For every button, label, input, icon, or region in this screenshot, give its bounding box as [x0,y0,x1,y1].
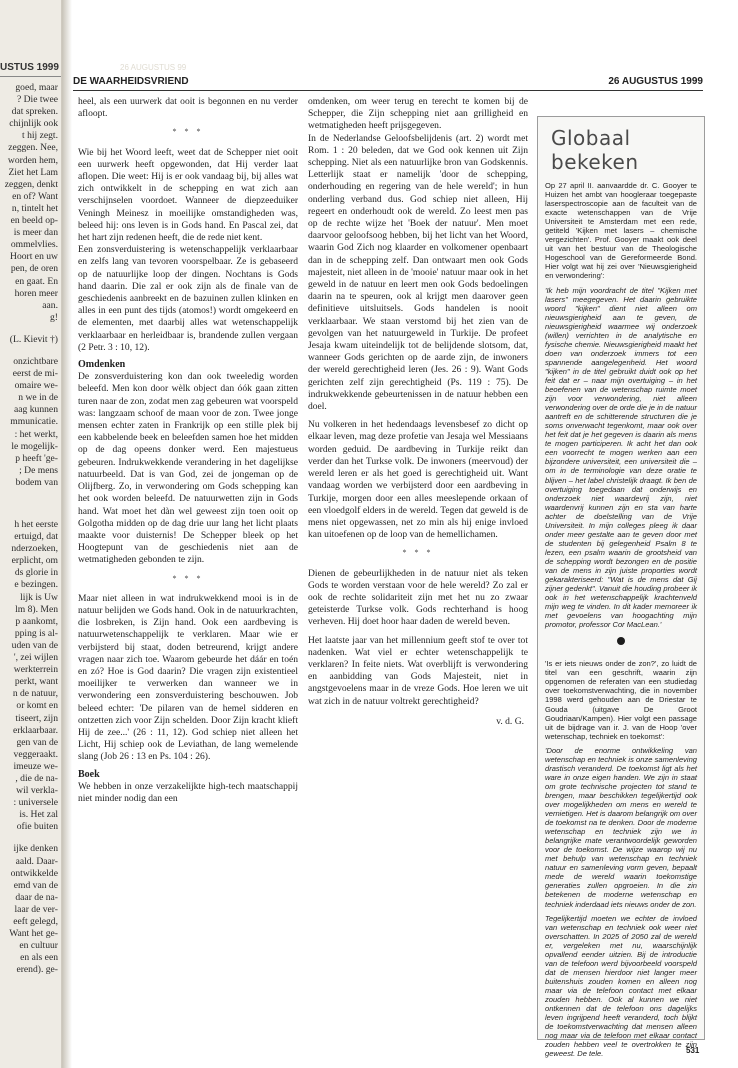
gutter-shadow [62,0,72,1068]
previous-page-line: pping is al- [14,627,58,639]
previous-page-line: n, tintelt het [11,202,58,214]
previous-page-line: n we in de [18,392,58,404]
previous-page-line: aag kunnen [14,404,58,416]
previous-page-line: Want het ge- [9,928,58,940]
paragraph: omdenken, om weer terug en terecht te komen bij de Schepper, die Zijn schepping niet aan grilligheid en wetmatigheden heeft prijsgegeven. [308,96,528,132]
previous-page-line: ; De mens [19,464,58,476]
previous-page-line: wil verkla- [16,785,58,797]
page-number: 531 [686,1046,700,1055]
sidebar-intro: Op 27 april II. aanvaardde dr. C. Gooyer te Huizen het ambt van hoogleraar toegepaste laserspectroscopie aan de faculteit van de exacte wetenschappen van de Vrije Universiteit te Amsterdam met een rede, getiteld 'Kijken met lasers – chemische vergezichten'. Prof. Gooyer maakt ook deel uit van het bestuur van de Theologische Hogeschool van de Gereformeerde Bond. Hier volgt wat hij zei over 'Nieuwsgierigheid en verwondering': [545,181,697,281]
previous-page-line: e bezingen. [14,579,58,591]
previous-page-line [0,346,58,356]
previous-page-line: laar de ver- [14,903,58,915]
previous-page-line: mmunicatie. [10,416,58,428]
previous-page-line: is meer dan [13,227,58,239]
paragraph: Wie bij het Woord leeft, weet dat de Schepper niet ooit een uurwerk heeft opgewonden, dat Hij verder laat aflopen. Die weet: Hij is er ook vandaag bij, bij alles wat zich ontwikkelt in de schepping en wat zich aan verschijnselen voordoet. Wanneer de diepzeeduiker Veningh Meinesz in moeilijke omstandigheden was, beleed hij: ons leven is in Gods hand. En Pascal zei, dat het hart zijn redenen heeft, die de rede niet kent. [78,146,298,244]
previous-page-line: h het eerste [14,519,58,530]
previous-page-line: erplicht, om [11,555,58,567]
sidebar-quote: 'Ik heb mijn voordracht de titel "Kijken met lasers" meegegeven. Het daarin gebruikte woord "kijken" dient niet alleen om nieuwsgierigheid aan te geven, de nieuwsgierigheid waarmee wij onderzoek (willen) verrichten in de analytische en fysische chemie. Nieuwsgierigheid maakt het doen van onderzoek immers tot een spannende aangelegenheid. Het woord "kijken" in de titel gebruikt duidt ook op het feit dat er – naar mijn overtuiging – in het beoefenen van de wetenschap ruimte moet zijn voor verwondering, niet alleen verwondering over de orde die je in de natuur aantreft en de schitterende structuren die je soms onverwacht tegenkomt, maar ook over het feit dat je het gegeven is daarin als mens te mogen participeren. Ik acht het dan ook een voorrecht te mogen werken aan een bijzondere universiteit, een universiteit die – om in de terminologie van deze oratie te blijven – het label christelijk draagt. Ik ben de overtuiging toegedaan dat onderwijs en onderzoek niet waardevrij zijn, niet waardenvrij kunnen zijn en sta van harte achter de doelstelling van de Vrije Universiteit. In mijn colleges pleeg ik daar onder meer gestalte aan te geven door met de studenten bij gelegenheid Psalm 8 te lezen, een psalm waarin de grootsheid van de schepping wordt bezongen en de positie van de mens in zijn juiste proporties wordt gekarakteriseerd: "Wat is de mens dat Gij zijner gedenkt". Vanuit die houding probeer ik ook in het wetenschappelijk krachtenveld mijn weg te vinden. In dit kader memoreer ik met gevoelens van hoogachting mijn promotor, professor Cor MacLean.' [545,285,697,630]
previous-page-line: onzichtbare [13,355,58,367]
previous-page-line: p aankomt, [15,615,58,627]
previous-page-line [0,833,58,843]
paragraph: Het laatste jaar van het millennium geeft stof te over tot nadenken. Wat viel er echter wetenschappelijk te verklaren? In feite niets. Wat overblijft is verwondering en aanbidding van Gods Majesteit, niet in angstgevoelens maar in de vreze Gods. Hoe leren we uit wat zich in de natuur voltrekt gerechtigheid? [308,634,528,707]
previous-page-line: : universele [13,797,58,809]
previous-page-line: Ziet het Lam [8,166,58,178]
previous-page-line: Hoort en uw [10,251,58,263]
paragraph: In de Nederlandse Geloofsbelijdenis (art. 2) wordt met Rom. 1 : 20 beleden, dat we God ook kennen uit Zijn schepping. Niet als een natuurlijke bron van Godskennis. Letterlijk staat er namelijk 'door de schepping, onderhouding en regering van de hele wereld'; in hun onderling verband dus. God schiep niet alleen, Hij regeert en onderhoudt ook de wereld. Zo leest men pas op de rechte wijze het 'Boek der natuur'. Men moet daarvoor geloofsoog hebben, bij het licht van het Woord, waarin God Zich nog klaarder en volkomener openbaart dan in de schepping zelf. Dan ontwaart men ook Gods majesteit, niet alleen in de 'mooie' natuur maar ook in het geweld in de natuur en leert men ook Gods bedoelingen daarin na te speuren, ook al krijgt men daarover geen definitieve uitsluitsels. Gods handelen is nooit verklaarbaar. We staan verstomd bij het zien van de gevolgen van het natuurgeweld in Turkije. De profeet Jesaja kwam uiteindelijk tot de belijdende slotsom, dat, wanneer Gods gerichten op de aarde zijn, de inwoners der wereld gerechtigheid leren (Jes. 26 : 9). Want Gods gerichten zelf zijn gerechtigheid (Ps. 119 : 75). De indrukwekkende gebeurtenissen in de natuur hebben een doel. [308,132,528,413]
bullet-separator-icon [617,637,625,645]
previous-page-line: g! [50,311,58,323]
previous-page-line: ommelvlies. [10,239,58,251]
previous-page-line: nderzoeken, [11,543,58,555]
previous-page-line: en beeld op- [10,215,58,227]
previous-page-line: is. Het zal [19,809,58,821]
previous-page-line: tiseert, zijn [15,712,58,724]
publication-name: DE WAARHEIDSVRIEND [73,76,189,87]
previous-page-line: or komt en [16,700,58,712]
previous-page-rule [0,76,62,77]
previous-page-header: USTUS 1999 [0,62,59,73]
previous-page-line: erend). ge- [16,964,58,976]
previous-page-line: erklaarbaar. [12,724,58,736]
previous-page-line: daar de na- [15,891,58,903]
section-separator: * * * [402,548,434,558]
previous-page-line: ertuigd, dat [14,531,58,543]
page-header [73,76,703,90]
previous-page-line: en cultuur [19,940,58,952]
header-rule [73,90,703,91]
sidebar-quote: 'Door de enorme ontwikkeling van wetenschap en techniek is onze samenleving drastisch veranderd. De toekomst ligt als het ware in onze eigen handen. We zijn in staat om grote technische projecten tot stand te brengen, maar beschikken tegelijkertijd ook over mogelijkheden om mens en wereld te vernietigen. Het is daarom belangrijk om over de toekomst na te denken. Door de moderne wetenschap en techniek zijn we in belangrijke mate verantwoordelijk geworden voor de toekomst. De wijze waarop wij nu met behulp van wetenschap en techniek natuur en samenleving vorm geven, bepaalt mede de wereld waarin toekomstige generaties zullen opgroeien. In die zin betekenen de moderne wetenschap en techniek inderdaad iets nieuws onder de zon. [545,745,697,909]
previous-page-line: en of? Want [12,190,58,202]
previous-page-line: ? Die twee [16,94,58,106]
previous-page-line: eerst de mi- [12,368,58,380]
previous-page-line: gen van de [16,736,58,748]
paragraph: heel, als een uurwerk dat ooit is begonnen en nu verder afloopt. [78,96,298,120]
previous-page-line: bodem van [15,476,58,488]
paragraph: Een zonsverduistering is wetenschappelijk verklaarbaar en zelfs lang van tevoren voorspelbaar. Ze is gebaseerd op de natuurlijke loop der dingen. Nochtans is Gods hand daarin. Die zal er ook zijn als de finale van de geschiedenis aanbreekt en de bazuinen zullen klinken en alles in een punt des tijds (atomos!) wordt omgekeerd en de elementen, met daarbij alles wat wetenschappelijk verklaarbaar en herleidbaar is, brandende zullen vergaan (2 Petr. 3 : 10, 12). [78,244,298,353]
subheading-boek: Boek [78,768,100,780]
previous-page-line [0,509,58,519]
previous-page-line: chijnlijk ook [9,118,58,130]
previous-page-line: worden hem, [7,154,58,166]
previous-page-line: omaire we- [14,380,58,392]
previous-page-line [0,324,58,334]
paragraph: Maar niet alleen in wat indrukwekkend mooi is in de natuur belijden we Gods hand. Ook in de natuurkrachten, die losbreken, is Zijn hand. Ook een aardbeving is natuurwetenschappelijk te verklaren. Maar wie er verbijsterd bij staat, doden betreurend, krijgt andere vragen naar zich toe. Waarom gebeurde het dáár en toén en zó? Hoe is God daarin? Die vragen zijn existentieel moeilijker te verwerken dan wanneer we in verwondering een zonsverduistering beschouwen. Job beleed echter: 'De pilaren van de hemel sidderen en ontzetten zich voor Zijn schelden. Door Zijn kracht klieft Hij de zee...' (26 : 11, 12). God schiep niet alleen het Licht, Hij schiep ook de Leviathan, de lang wemelende slang (Job 26 : 13 en Ps. 104 : 26). [78,592,298,763]
previous-page-line: p heeft 'ge- [15,452,58,464]
previous-page-line: pen, de oren [10,263,58,275]
previous-page-line: veggeraakt. [13,748,58,760]
previous-page-line: perkt, want [14,676,58,688]
previous-page-line: ofie buiten [16,821,58,833]
previous-page-line: imeuze we- [13,760,58,772]
paragraph: De zonsverduistering kon dan ook tweeledig worden beleefd. Men kon door wèlk object dan óók gaan zitten turen naar de zon, zodat men zag gebeuren wat voorspeld was: langzaam schoof de maan voor de zon. Twee jonge mensen echter zaten in Frankrijk op een stille plek bij een kabbelende beek en beleefden samen hoe het midden op de dag opeens donker werd. Een majestueus gebeuren. Indrukwekkende verandering in het dagelijkse natuurbeeld. Dat is van God, zei de jongeman op de Olijfberg. Zo, in verwondering om Gods schepping kan het ook worden beleefd. De natuurwetten zijn in Gods hand. Wat moet het dàn wel geweest zijn toen ooit op Golgotha midden op de dag drie uur lang het licht plaats maakte voor duisternis! De Schepper bleek op het Hoogtepunt van de geschiedenis niet aan de wetmatigheden gebonden te zijn. [78,371,298,566]
section-separator: * * * [172,573,204,583]
previous-page-line: uden van de [11,639,58,651]
sidebar-quote: Tegelijkertijd moeten we echter de invloed van wetenschap en techniek ook weer niet overschatten. In 2025 of 2050 zal de wereld er, vergeleken met nu, waarschijnlijk opvallend eender uitzien. Bij de introductie van de telefoon werd bijvoorbeeld voorspeld dat de mensen hierdoor niet langer meer buitenshuis zouden komen en alleen nog maar via de telefoon contact met elkaar zouden hebben. Ook al kunnen we niet ontkennen dat de telefoon ons dagelijks leven ingrijpend heeft veranderd, toch blijkt de toekomstverwachting dat mensen alleen nog maar via de telefoon met elkaar contact zouden hebben veel te overtrokken te zijn geweest. De tele. [545,913,697,1059]
author-signature: v. d. G. [496,715,524,727]
article-column-2 [308,96,528,728]
previous-page-line: : het werkt, [14,428,58,440]
previous-page-line: lm 8). Men [15,603,58,615]
paragraph: We hebben in onze verzakelijkte high-tech maatschappij niet minder nodig dan een [78,780,298,804]
previous-page-line: werkterrein [13,664,58,676]
sidebar-title: Globaal bekeken [551,126,639,174]
article-column-1 [78,96,298,805]
previous-page-edge [0,0,62,1068]
sidebar-paragraph: 'Is er iets nieuws onder de zon?', zo luidt de titel van een geschrift, waarin zijn opgenomen de referaten van een studiedag over toekomstverwachting, die in november 1998 werd gehouden aan de Driestar te Gouda (uitgave De Groot Goudriaan/Kampen). Hier volgt een passage uit de bijdrage van ir. J. van de Hoop 'over wetenschap, techniek en toekomst': [545,659,697,741]
issue-date: 26 AUGUSTUS 1999 [608,76,703,87]
previous-page-line: en gaat. En [15,275,58,287]
previous-page-line: ijke denken [13,843,58,855]
previous-page-line: ds glorie in [14,567,58,579]
previous-page-line: n de natuur, [12,688,58,700]
previous-page-line: zeggen, denkt [4,178,58,190]
previous-page-line: zeggen. Nee, [8,142,58,154]
previous-page-line: horen meer [14,287,58,299]
previous-page-line: aan. [42,299,58,311]
previous-page-line: goed, maar [15,82,58,93]
previous-page-line: t hij zegt. [22,130,58,142]
subheading-omdenken: Omdenken [78,359,126,371]
paragraph: Nu volkeren in het hedendaags levensbesef zo dicht op elkaar leven, mag deze profetie van Jesaja wel Messiaans worden geduid. De aardbeving in Turkije reikt dan verder dan het Turkse volk. De inwoners (meervoud) der wereld leren er als het goed is gerechtigheid uit. Want vandaag worden we verbijsterd door een aardbeving in Turkije, morgen door een alles meeslepende orkaan of een vloedgolf elders in de wereld. Tegen dat geweld is de mens niet opgewassen, net zo min als hij enige invloed kan uitoefenen op de loop van de hemellichamen. [308,419,528,541]
previous-page-line [0,489,58,499]
previous-page-line: le mogelijk- [11,440,58,452]
previous-page-line: lijk is Uw [20,591,58,603]
previous-page-line: , die de na- [15,772,58,784]
previous-page-line: en als een [20,952,58,964]
previous-page-line: emd van de [13,879,58,891]
section-separator: * * * [172,127,204,137]
previous-page-line: ', zei wijlen [13,652,58,664]
previous-page-line [0,499,58,509]
previous-page-line: dat spreken. [11,106,58,118]
previous-page-line: aald. Daar- [15,855,58,867]
faded-header-label: 26 AUGUSTUS 99 [120,63,187,72]
previous-page-text [0,82,58,976]
previous-page-line: eeft gelegd, [13,916,58,927]
previous-page-line: (L. Kievit †) [9,333,58,345]
paragraph: Dienen de gebeurlijkheden in de natuur niet als teken Gods te worden verstaan voor de hele wereld? Zo zal er ook de rechte solidariteit zijn met het nu zo zwaar geteisterde Turkse volk. Gods rechterhand is hoog verheven. Hij doet hoor haar daden de wereld beven. [308,567,528,628]
previous-page-line: ontwikkelde [10,867,58,879]
